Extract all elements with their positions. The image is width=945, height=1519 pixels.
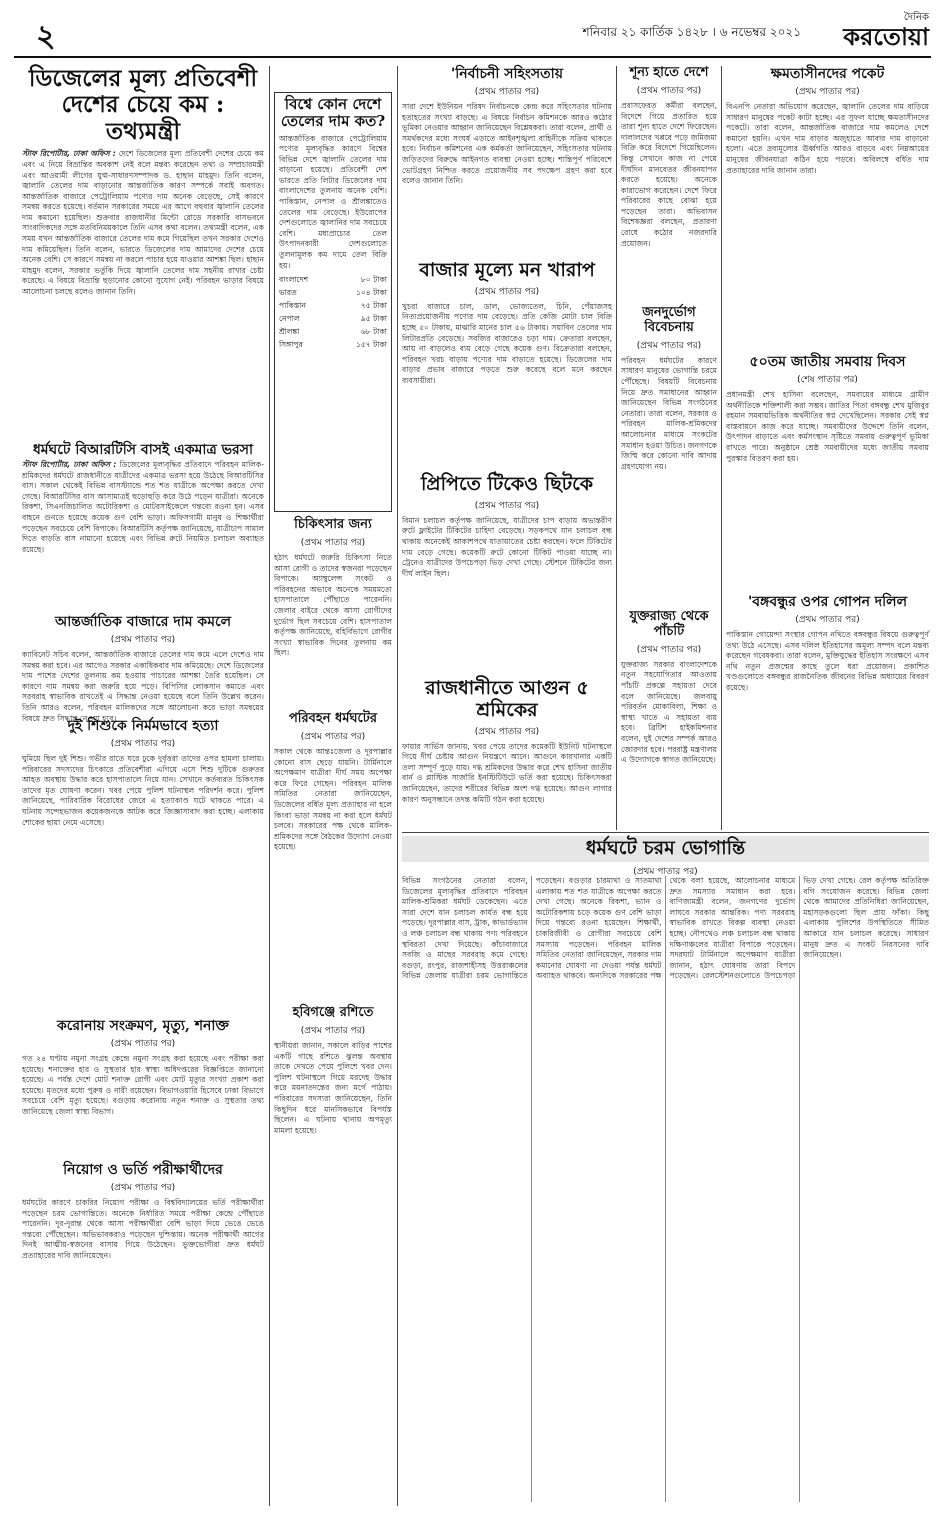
left-2-title: আন্তর্জাতিক বাজারে দাম কমলে	[54, 614, 232, 630]
left-article-1	[22, 442, 264, 610]
left-3-sub: (প্রথম পাতার পর)	[110, 739, 176, 750]
right-3-title: 'বঙ্গবন্ধুর ওপর গোপন দলিল	[747, 594, 908, 610]
table-row: শ্রীলঙ্কা ৬৮ টাকা	[279, 327, 387, 337]
col4-3-sub: (প্রথম পাতার পর)	[636, 644, 702, 655]
table-row: পাকিস্তান ৭৫ টাকা	[279, 301, 387, 311]
center-article-3	[402, 474, 612, 674]
table-row: ভারত ১০৪ টাকা	[279, 288, 387, 298]
col2-2-title: চিকিৎসার জন্য	[294, 517, 372, 532]
table-row: বাংলাদেশ ৮০ টাকা	[279, 275, 387, 285]
left-article-3	[22, 718, 264, 1014]
lead-headline-line2: দেশের চেয়ে কম : তথ্যমন্ত্রী	[61, 91, 225, 145]
col2-2-sub: (প্রথম পাতার পর)	[300, 537, 366, 548]
column-rule	[616, 66, 617, 830]
col2-article-4	[274, 1006, 392, 1502]
col2-4-body: স্থানীয়রা জানান, সকালে বাড়ির পাশের একটি গাছে রশিতে ঝুলন্ত অবস্থায় তাকে দেখতে পেয়ে পুলিশে খবর দেন। পুলিশ ঘটনাস্থলে গিয়ে মরদেহ উদ্ধার করে ময়নাতদন্তের জন্য মর্গে পাঠায়। পরিবারের সদস্যরা জানিয়েছেন, তিনি কিছুদিন ধরে মানসিকভাবে বিপর্যস্ত ছিলেন। এ ঘটনায় থানায় অপমৃত্যু মামলা হয়েছে।	[274, 1040, 392, 1135]
center-article-1	[402, 66, 612, 256]
col2-2-body: হঠাৎ ধর্মঘটে জরুরি চিকিৎসা নিতে আসা রোগী ও তাদের স্বজনরা পড়েছেন বিপাকে। অ্যাম্বুলেন্স সংকট ও পরিবহনের অভাবে অনেকে সময়মতো হাসপাতালে পৌঁছাতে পারেননি। জেলার বাইরে থেকে আসা রোগীদের দুর্ভোগ ছিল সবচেয়ে বেশি। হাসপাতাল কর্তৃপক্ষ জানিয়েছে, বহির্বিভাগে রোগীর সংখ্যা স্বাভাবিক দিনের তুলনায় কম ছিল।	[274, 552, 392, 658]
center-article-4	[402, 678, 612, 826]
column-rule	[269, 66, 270, 1506]
left-2-sub: (প্রথম পাতার পর)	[110, 635, 176, 646]
col4-1-title: শূন্য হাতে দেশে	[629, 65, 709, 80]
oil-price-box	[274, 92, 392, 512]
left-4-sub: (প্রথম পাতার পর)	[110, 1039, 176, 1050]
lead-byline: স্টাফ রিপোর্টার, ঢাকা অফিস :	[22, 149, 116, 159]
lead-article	[22, 66, 264, 438]
center-article-2	[402, 260, 612, 470]
col4-3-title: যুক্তরাজ্য থেকে পাঁচটি	[629, 609, 709, 639]
right-1-body: বিএনপি নেতারা অভিযোগ করেছেন, জ্বালানি তেলের দাম বাড়িয়ে সাধারণ মানুষের পকেট কাটা হচ্ছে। এর সুফল যাচ্ছে ক্ষমতাসীনদের পকেটে। তারা বলেন, আন্তর্জাতিক বাজারে দাম কমলেও দেশে কমানো হয়নি। এখন দাম বাড়ার অজুহাতে আবার দাম বাড়ানো হলো। এতে দ্রব্যমূল্যের ঊর্ধ্বগতি আরও বাড়বে এবং নিম্নআয়ের মানুষের জীবনযাত্রা কঠিন হয়ে পড়বে। অবিলম্বে বর্ধিত দাম প্রত্যাহারের দাবি জানান তারা।	[726, 102, 929, 175]
center-3-title: প্রিপিতে টিকেও ছিটকে	[421, 473, 593, 495]
right-article-2	[726, 354, 929, 590]
lead-body	[22, 149, 264, 297]
col4-2-body: পরিবহন ধর্মঘটের কারণে সাধারণ মানুষের ভোগান্তি চরমে পৌঁছেছে। বিষয়টি বিবেচনায় নিয়ে দ্রুত সমাধানের আহ্বান জানিয়েছেন বিভিন্ন সংগঠনের নেতারা। তারা বলেন, সরকার ও পরিবহন মালিক-শ্রমিকদের আলোচনার মাধ্যমে সংকটের সমাধান হওয়া উচিত। জনগণকে জিম্মি করে কোনো দাবি আদায় গ্রহণযোগ্য নয়।	[621, 355, 717, 471]
right-1-title: ক্ষমতাসীনদের পকেট	[770, 66, 885, 82]
dateline: শনিবার ২১ কার্তিক ১৪২৮ । ৬ নভেম্বর ২০২১	[582, 25, 801, 39]
left-1-text: ডিজেলের মূল্যবৃদ্ধির প্রতিবাদে পরিবহন মালিক-শ্রমিকদের ধর্মঘটে রাজধানীতে যাত্রীদের একমাত্র ভরসা হয়ে উঠেছে বিআরটিসির বাস। সকাল থেকেই বিভিন্ন বাসস্ট্যান্ডে শত শত যাত্রীকে অপেক্ষা করতে দেখা গেছে। বিআরটিসির বাস আসামাত্রই হুড়োহুড়ি করে উঠে পড়েন যাত্রীরা। অনেকে রিকশা, সিএনজিচালিত অটোরিকশা ও মোটরসাইকেলে গন্তব্যে রওনা হন। এসব বাহনে গুনতে হয়েছে কয়েক গুণ বেশি ভাড়া। অফিসগামী মানুষ ও শিক্ষার্থীরা পড়েছেন সবচেয়ে বেশি বিপাকে। বিআরটিসি কর্তৃপক্ষ জানিয়েছে, যাত্রীচাপ সামাল দিতে বাড়তি বাস নামানো হয়েছে এবং বিভিন্ন রুটে নিয়মিত চলাচল অব্যাহত রয়েছে।	[22, 460, 265, 554]
left-1-body	[22, 460, 264, 555]
section-rule	[402, 832, 929, 833]
center-1-sub: (প্রথম পাতার পর)	[474, 87, 540, 98]
right-1-sub: (প্রথম পাতার পর)	[795, 87, 860, 98]
oil-price-table	[279, 274, 387, 352]
col4-2-sub: (প্রথম পাতার পর)	[636, 340, 702, 351]
center-4-sub: (প্রথম পাতার পর)	[474, 726, 540, 737]
left-5-sub: (প্রথম পাতার পর)	[110, 1183, 176, 1194]
right-3-body: পাকিস্তান গোয়েন্দা সংস্থার গোপন নথিতে বঙ্গবন্ধুর বিষয়ে গুরুত্বপূর্ণ তথ্য উঠে এসেছে। এসব দলিল ইতিহাসের অমূল্য সম্পদ বলে মন্তব্য করেছেন গবেষকরা। তারা বলেন, মুক্তিযুদ্ধের ইতিহাস সংরক্ষণে এসব নথি নতুন প্রজন্মের কাছে তুলে ধরা প্রয়োজন। প্রকাশিত খণ্ডগুলোতে বঙ্গবন্ধুর রাজনৈতিক জীবনের বিভিন্ন অধ্যায়ের বিবরণ রয়েছে।	[726, 630, 929, 693]
page-number: ২	[36, 19, 56, 54]
lead-text: দেশে ডিজেলের মূল্য প্রতিবেশী দেশের চেয়ে কম এবং এ নিয়ে বিভ্রান্তির অবকাশ নেই বলে মন্তব্য করেছেন তথ্য ও সম্প্রচারমন্ত্রী এবং আওয়ামী লীগের যুগ্ম-সাধারণসম্পাদক ড. হাছান মাহমুদ। তিনি বলেন, জ্বালানি তেলের দাম বাড়ানোর আন্তর্জাতিক কারণ সম্পর্কে সবাই অবগত। আন্তর্জাতিক বাজারে পেট্রোলিয়াম পণ্যের দাম অনেক বেড়েছে, সেই কারণে সমন্বয় করতে হয়েছে। বর্তমান সরকারের সময়ে এর আগে বহুবার জ্বালানি তেলের দাম কমানো হয়েছিল। শুক্রবার রাজধানীর মিন্টো রোডে সরকারি বাসভবনে সাংবাদিকদের সঙ্গে মতবিনিময়কালে তিনি এসব কথা বলেন। তথ্যমন্ত্রী বলেন, এক সময় যখন আন্তর্জাতিক বাজারে তেলের দাম কমে গিয়েছিল তখন সরকার দেশেও দাম কমিয়েছিল। তিনি বলেন, ভারতে ডিজেলের দাম আমাদের দেশের চেয়ে অনেক বেশি। সে কারণে সমন্বয় না করলে পাচার হয়ে যাওয়ার আশঙ্কা ছিল। হাছান মাহমুদ বলেন, সরকার ভর্তুকি দিয়ে জ্বালানি তেলের দাম সহনীয় রাখার চেষ্টা করেছে। এ বিষয়ে বিভ্রান্তি ছড়ানোর কোনো সুযোগ নেই। পরিবহন ভাড়ার বিষয়ে আলোচনা চলছে বলেও জানান তিনি।	[22, 149, 264, 297]
bottom-title: ধর্মঘটে চরম ভোগান্তি	[402, 836, 929, 862]
right-2-sub: (শেষ পাতার পর)	[797, 375, 858, 386]
bottom-article-header	[402, 836, 929, 882]
oil-price-title: বিশ্বে কোন দেশে তেলের দাম কত?	[280, 95, 386, 131]
col4-article-1	[621, 66, 717, 302]
col4-3-body: যুক্তরাজ্য সরকার বাংলাদেশকে নতুন সহযোগিতার আওতায় পাঁচটি প্রকল্পে সহায়তা দেবে বলে জানিয়েছে। জলবায়ু পরিবর্তন মোকাবিলা, শিক্ষা ও স্বাস্থ্য খাতে এ সহায়তা ব্যয় হবে। ব্রিটিশ হাইকমিশনার বলেন, দুই দেশের সম্পর্ক আরও জোরদার হবে। পররাষ্ট্র মন্ত্রণালয় এ উদ্যোগকে স্বাগত জানিয়েছে।	[621, 659, 717, 765]
col2-4-title: হবিগঞ্জে রশিতে	[292, 1005, 374, 1020]
newspaper-logo	[809, 12, 929, 52]
logo-small-text: দৈনিক	[903, 12, 929, 23]
logo-main-text: করতোয়া	[843, 23, 929, 51]
left-1-title: ধর্মঘটে বিআরটিসি বাসই একমাত্র ভরসা	[32, 442, 254, 458]
column-rule	[397, 66, 398, 1506]
center-4-title: রাজধানীতে আগুন ৫ শ্রমিকের	[425, 677, 589, 721]
center-2-title: বাজার মূল্যে মন খারাপ	[419, 259, 595, 281]
col2-4-sub: (প্রথম পাতার পর)	[300, 1025, 366, 1036]
col4-2-title: জনদুর্ভোগ বিবেচনায়	[642, 305, 696, 335]
oil-price-body: আন্তর্জাতিক বাজারে পেট্রোলিয়াম পণ্যের মূল্যবৃদ্ধির কারণে বিশ্বের বিভিন্ন দেশে জ্বালানি তেলের দাম বাড়ানো হয়েছে। প্রতিবেশী দেশ ভারতে প্রতি লিটার ডিজেলের দাম বাংলাদেশের তুলনায় অনেক বেশি। পাকিস্তান, নেপাল ও শ্রীলঙ্কাতেও তেলের দাম বেড়েছে। ইউরোপের দেশগুলোতে জ্বালানির দাম সবচেয়ে বেশি। মধ্যপ্রাচ্যের তেল উৎপাদনকারী দেশগুলোতে তুলনামূলক কম দামে তেল বিক্রি হয়।	[279, 133, 387, 270]
center-2-sub: (প্রথম পাতার পর)	[474, 286, 540, 297]
center-1-title: 'নির্বাচনী সহিংসতায়	[451, 66, 563, 82]
col2-3-sub: (প্রথম পাতার পর)	[300, 731, 366, 742]
right-3-sub: (প্রথম পাতার পর)	[795, 615, 860, 626]
masthead	[14, 10, 931, 58]
left-3-title: দুই শিশুকে নির্মমভাবে হত্যা	[67, 718, 219, 734]
right-article-3	[726, 594, 929, 826]
left-5-body: ধর্মঘটের কারণে চাকরির নিয়োগ পরীক্ষা ও বিশ্ববিদ্যালয়ের ভর্তি পরীক্ষার্থীরা পড়েছেন চরম ভোগান্তিতে। অনেকে নির্ধারিত সময়ে পরীক্ষা কেন্দ্রে পৌঁছাতে পারেননি। দূর-দূরান্ত থেকে আসা পরীক্ষার্থীরা বেশি ভাড়া দিয়ে ভেঙে ভেঙে গন্তব্যে পৌঁছেছেন। অভিভাবকরাও পড়েছেন দুশ্চিন্তায়। অনেক পরীক্ষার্থী আগের দিনই আত্মীয়-স্বজনের বাসায় গিয়ে উঠেছেন। ভুক্তভোগীরা দ্রুত ধর্মঘট প্রত্যাহারের দাবি জানিয়েছেন।	[22, 1198, 264, 1261]
left-article-4	[22, 1018, 264, 1158]
col4-article-3	[621, 610, 717, 826]
right-2-title: ৫০তম জাতীয় সমবায় দিবস	[749, 354, 906, 370]
col2-article-3	[274, 712, 392, 1002]
col2-article-2	[274, 518, 392, 708]
left-4-body: গত ২৪ ঘণ্টায় নমুনা সংগ্রহ কেন্দ্রে নমুনা সংগ্রহ করা হয়েছে এবং পরীক্ষা করা হয়েছে। শনাক্তের হার ও সুস্থতার হার স্বাস্থ্য অধিদপ্তরের বিজ্ঞপ্তিতে জানানো হয়েছে। এ পর্যন্ত দেশে মোট শনাক্ত রোগী এবং মোট মৃত্যুর সংখ্যা প্রকাশ করা হয়েছে। মৃতদের মধ্যে পুরুষ ও নারী রয়েছেন। বিভাগওয়ারি হিসেবে ঢাকা বিভাগে সবচেয়ে বেশি মৃত্যু হয়েছে। বগুড়ায় করোনায় নতুন শনাক্ত ও সুস্থতার তথ্য জানিয়েছে জেলা স্বাস্থ্য বিভাগ।	[22, 1054, 264, 1117]
col2-3-body: সকাল থেকে আন্তঃজেলা ও দূরপাল্লার কোনো বাস ছেড়ে যায়নি। টার্মিনালে অপেক্ষমাণ যাত্রীরা দীর্ঘ সময় অপেক্ষা করে ফিরে গেছেন। পরিবহন মালিক সমিতির নেতারা জানিয়েছেন, ডিজেলের বর্ধিত মূল্য প্রত্যাহার না হলে কিংবা ভাড়া সমন্বয় না করা হলে ধর্মঘট চলবে। সরকারের পক্ষ থেকে মালিক-শ্রমিকদের সঙ্গে বৈঠকের উদ্যোগ নেওয়া হয়েছে।	[274, 746, 392, 852]
col2-3-title: পরিবহন ধর্মঘটের	[288, 711, 378, 726]
col4-1-sub: (প্রথম পাতার পর)	[636, 85, 702, 96]
table-row: সিঙ্গাপুর ১৫৭ টাকা	[279, 340, 387, 350]
right-article-1	[726, 66, 929, 350]
col4-1-body: প্রবাসফেরত কর্মীরা বলছেন, বিদেশে গিয়ে প্রতারিত হয়ে তারা শূন্য হাতে দেশে ফিরেছেন। দালালদের খপ্পরে পড়ে জমিজমা বিক্রি করে বিদেশে গিয়েছিলেন। কিন্তু সেখানে কাজ না পেয়ে দীর্ঘদিন মানবেতর জীবনযাপন করতে হয়েছে। অনেকে কারাভোগ করেছেন। দেশে ফিরে পরিবারের কাছে বোঝা হয়ে পড়েছেন তারা। অভিবাসন বিশেষজ্ঞরা বলছেন, প্রতারণা রোধে কঠোর নজরদারি প্রয়োজন।	[621, 100, 717, 248]
bottom-sub: (প্রথম পাতার পর)	[633, 866, 698, 877]
col4-article-2	[621, 306, 717, 606]
left-article-2	[22, 614, 264, 723]
left-2-body: ক্যাবিনেট সচিব বলেন, আন্তর্জাতিক বাজারে তেলের দাম কমে এলে দেশেও দাম সমন্বয় করা হবে। এর আগেও সরকার একাধিকবার দাম কমিয়েছে। দেশে ডিজেলের দাম পাশের দেশের তুলনায় কম হওয়ায় পাচারের আশঙ্কা তৈরি হয়েছিল। সে কারণে দাম সমন্বয় করা জরুরি হয়ে পড়ে। বিপিসির লোকসান কমাতে এবং সরবরাহ স্বাভাবিক রাখতেই এ সিদ্ধান্ত নেওয়া হয়েছে বলে তিনি উল্লেখ করেন। তিনি আরও বলেন, পরিবহন মালিকদের সঙ্গে আলোচনা করে ভাড়া সমন্বয়ের বিষয়ে দ্রুত সিদ্ধান্ত নেওয়া হবে।	[22, 650, 264, 723]
center-4-body: ফায়ার সার্ভিস জানায়, খবর পেয়ে তাদের কয়েকটি ইউনিট ঘটনাস্থলে গিয়ে দীর্ঘ চেষ্টায় আগুন নিয়ন্ত্রণে আনে। আগুনে কারখানার একটি তলা সম্পূর্ণ পুড়ে যায়। দগ্ধ শ্রমিকদের উদ্ধার করে শেখ হাসিনা জাতীয় বার্ন ও প্লাস্টিক সার্জারি ইনস্টিটিউটে ভর্তি করা হয়েছে। চিকিৎসকরা জানিয়েছেন, তাদের শরীরের বিভিন্ন অংশ দগ্ধ হয়েছে। আগুন লাগার কারণ অনুসন্ধানে তদন্ত কমিটি গঠন করা হয়েছে।	[402, 741, 612, 804]
left-1-byline: স্টাফ রিপোর্টার, ঢাকা অফিস :	[22, 460, 117, 470]
left-5-title: নিয়োগ ও ভর্তি পরীক্ষার্থীদের	[63, 1162, 223, 1178]
left-3-body: ঘুমিয়ে ছিল দুই শিশু। গভীর রাতে ঘরে ঢুকে দুর্বৃত্তরা তাদের ওপর হামলা চালায়। পরিবারের সদস্যদের চিৎকারে প্রতিবেশীরা এগিয়ে এসে শিশু দুটিকে গুরুতর আহত অবস্থায় উদ্ধার করে হাসপাতালে নিয়ে যান। সেখানে কর্তব্যরত চিকিৎসক তাদের মৃত ঘোষণা করেন। খবর পেয়ে পুলিশ ঘটনাস্থল পরিদর্শন করে। পুলিশ জানিয়েছে, পারিবারিক বিরোধের জেরে এ হত্যাকাণ্ড ঘটে থাকতে পারে। এ ঘটনায় সন্দেহভাজন কয়েকজনকে আটক করে জিজ্ঞাসাবাদ করা হচ্ছে। এলাকায় শোকের ছায়া নেমে এসেছে।	[22, 754, 264, 827]
table-row: নেপাল ৯৫ টাকা	[279, 314, 387, 324]
column-rule	[721, 66, 722, 830]
center-1-body: সারা দেশে ইউনিয়ন পরিষদ নির্বাচনকে কেন্দ্র করে সহিংসতার ঘটনায় হতাহতের সংখ্যা বাড়ছে। এ বিষয়ে নির্বাচন কমিশনকে আরও কঠোর ভূমিকা নেওয়ার আহ্বান জানিয়েছেন বিশ্লেষকরা। তারা বলেন, প্রার্থী ও সমর্থকদের মধ্যে সংঘর্ষ এড়াতে আইনশৃঙ্খলা বাহিনীকে সক্রিয় থাকতে হবে। নির্বাচন কমিশনের এক কর্মকর্তা জানিয়েছেন, সহিংসতার ঘটনায় জড়িতদের বিরুদ্ধে আইনগত ব্যবস্থা নেওয়া হচ্ছে। শান্তিপূর্ণ পরিবেশে ভোটগ্রহণ নিশ্চিত করতে প্রয়োজনীয় সব পদক্ষেপ গ্রহণ করা হবে বলেও জানান তিনি।	[402, 102, 612, 186]
lead-headline-line1: ডিজেলের মূল্য প্রতিবেশী	[28, 65, 258, 92]
bottom-body: বিভিন্ন সংগঠনের নেতারা বলেন, ডিজেলের মূল্যবৃদ্ধির প্রতিবাদে পরিবহন মালিক-শ্রমিকরা ধর্মঘট ডেকেছেন। এতে সারা দেশে যান চলাচল কার্যত বন্ধ হয়ে পড়েছে। দূরপাল্লার বাস, ট্রাক, কাভার্ডভ্যান ও লঞ্চ চলাচল বন্ধ থাকায় পণ্য পরিবহনে স্থবিরতা দেখা দিয়েছে। কাঁচাবাজারে সবজি ও মাছের সরবরাহ কমে গেছে। বগুড়া, রংপুর, রাজশাহীসহ উত্তরাঞ্চলের বিভিন্ন জেলায় যাত্রীরা চরম ভোগান্তিতে পড়েছেন। বগুড়ার চারমাথা ও সাতমাথা এলাকায় শত শত যাত্রীকে অপেক্ষা করতে দেখা গেছে। অনেকে রিকশা, ভ্যান ও অটোরিকশায় চড়ে কয়েক গুণ বেশি ভাড়া দিয়ে গন্তব্যে রওনা হয়েছেন। শিক্ষার্থী, চাকরিজীবী ও রোগীরা সবচেয়ে বেশি সমস্যায় পড়েছেন। পরিবহন মালিক সমিতির নেতারা জানিয়েছেন, সরকার দাম কমানোর ঘোষণা না দেওয়া পর্যন্ত ধর্মঘট অব্যাহত থাকবে। অন্যদিকে সরকারের পক্ষ থেকে বলা হয়েছে, আলোচনার মাধ্যমে দ্রুত সমস্যার সমাধান করা হবে। বাণিজ্যমন্ত্রী বলেন, জনগণের দুর্ভোগ লাঘবে সরকার আন্তরিক। পণ্য সরবরাহ স্বাভাবিক রাখতে বিকল্প ব্যবস্থা নেওয়া হচ্ছে। নৌপথেও লঞ্চ চলাচল বন্ধ থাকায় দক্ষিণাঞ্চলের যাত্রীরা বিপাকে পড়েছেন। সদরঘাট টার্মিনালে অপেক্ষমাণ যাত্রীরা জানান, হঠাৎ ঘোষণায় তারা বিপদে পড়েছেন। রেলস্টেশনগুলোতে উপচেপড়া ভিড় দেখা গেছে। রেল কর্তৃপক্ষ অতিরিক্ত বগি সংযোজন করেছে। বিভিন্ন জেলা থেকে আমাদের প্রতিনিধিরা জানিয়েছেন, মহাসড়কগুলো ছিল প্রায় ফাঁকা। কিছু এলাকায় পুলিশের উপস্থিতিতে সীমিত আকারে যান চলাচল করেছে। সাধারণ মানুষ দ্রুত এ সংকট নিরসনের দাবি জানিয়েছেন।	[402, 876, 929, 981]
left-article-5	[22, 1162, 264, 1502]
center-3-body: বিমান চলাচল কর্তৃপক্ষ জানিয়েছে, যাত্রীদের চাপ বাড়ায় অভ্যন্তরীণ রুটে ফ্লাইটের টিকিটের চাহিদা বেড়েছে। সড়কপথে যান চলাচল বন্ধ থাকায় অনেকেই আকাশপথে যাতায়াতের চেষ্টা করছেন। ফলে টিকিটের দাম বেড়ে গেছে। কয়েকটি রুটে কোনো টিকিট পাওয়া যাচ্ছে না। ট্রেনেও যাত্রীদের উপচেপড়া ভিড় দেখা গেছে। স্টেশনে টিকিটের জন্য দীর্ঘ লাইন ছিল।	[402, 515, 612, 578]
center-3-sub: (প্রথম পাতার পর)	[474, 500, 540, 511]
left-4-title: করোনায় সংক্রমণ, মৃত্যু, শনাক্ত	[56, 1018, 230, 1034]
right-2-body: প্রধানমন্ত্রী শেখ হাসিনা বলেছেন, সমবায়ের মাধ্যমে গ্রামীণ অর্থনীতিকে শক্তিশালী করা সম্ভব। জাতির পিতা বঙ্গবন্ধু শেখ মুজিবুর রহমান সমবায়ভিত্তিক অর্থনীতির স্বপ্ন দেখেছিলেন। সরকার সেই স্বপ্ন বাস্তবায়নে কাজ করে যাচ্ছে। সমবায়ীদের উদ্দেশে তিনি বলেন, উৎপাদন বাড়াতে এবং কর্মসংস্থান সৃষ্টিতে সমবায় গুরুত্বপূর্ণ ভূমিকা রাখতে পারে। অনুষ্ঠানে শ্রেষ্ঠ সমবায়ীদের মধ্যে জাতীয় সমবায় পুরস্কার বিতরণ করা হয়।	[726, 390, 929, 463]
center-2-body: খুচরা বাজারে চাল, ডাল, ভোজ্যতেল, চিনি, পেঁয়াজসহ নিত্যপ্রয়োজনীয় পণ্যের দাম বেড়েছে। প্রতি কেজি মোটা চাল বিক্রি হচ্ছে ৫০ টাকায়, মাঝারি মানের চাল ৫৬ টাকায়। সয়াবিন তেলের দাম লিটারপ্রতি বেড়েছে। সবজির বাজারেও চড়া দাম। ক্রেতারা বলছেন, আয় না বাড়লেও ব্যয় বেড়ে গেছে কয়েক গুণ। বিক্রেতারা বলছেন, পরিবহন খরচ বাড়ায় পণ্যের দাম বাড়াতে হয়েছে। ডিজেলের দাম বাড়ার প্রভাব বাজারে পড়তে শুরু করেছে বলে মনে করছেন ব্যবসায়ীরা।	[402, 301, 612, 385]
